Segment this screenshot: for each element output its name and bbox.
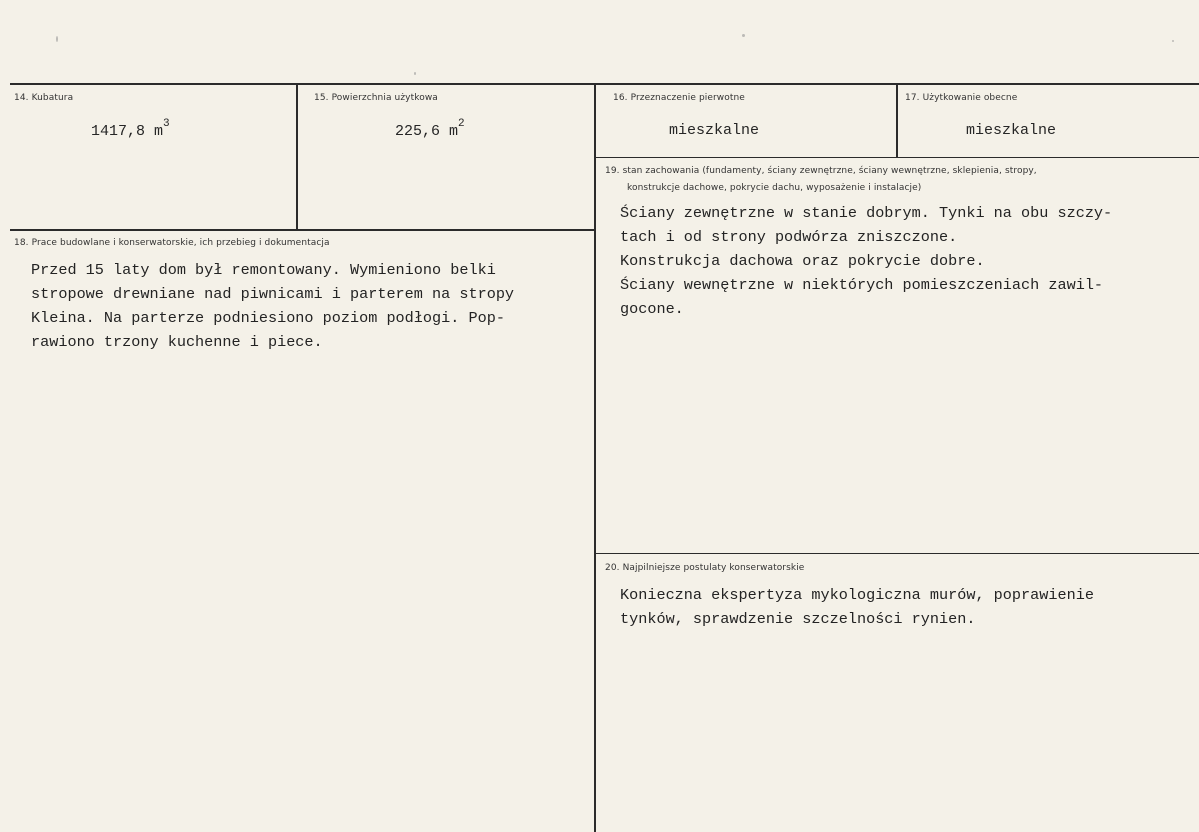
paper-speck bbox=[414, 72, 416, 75]
field-19-line: Konstrukcja dachowa oraz pokrycie dobre. bbox=[620, 252, 985, 270]
field-15-value bbox=[395, 118, 465, 140]
divider-14-15 bbox=[296, 84, 298, 230]
divider-left-right bbox=[594, 84, 596, 832]
field-18-line: rawiono trzony kuchenne i piece. bbox=[31, 333, 323, 351]
paper-speck bbox=[742, 34, 745, 37]
field-14-exponent: 3 bbox=[163, 118, 170, 130]
field-15-label: 15. Powierzchnia użytkowa bbox=[314, 93, 438, 103]
field-18-line: Kleina. Na parterze podniesiono poziom podłogi. Pop- bbox=[31, 309, 505, 327]
paper-speck bbox=[56, 36, 58, 42]
top-horizontal-rule bbox=[10, 83, 1199, 85]
rule-under-16-17 bbox=[595, 157, 1199, 158]
field-18-label: 18. Prace budowlane i konserwatorskie, ich przebieg i dokumentacja bbox=[14, 238, 330, 248]
field-19-line: Ściany wewnętrzne w niektórych pomieszczeniach zawil- bbox=[620, 276, 1104, 294]
field-15-exponent: 2 bbox=[458, 118, 465, 130]
field-14-number: 1417,8 m bbox=[91, 123, 164, 140]
field-18-line: stropowe drewniane nad piwnicami i parterem na stropy bbox=[31, 285, 515, 303]
rule-under-14-15 bbox=[10, 229, 595, 231]
field-15-number: 225,6 m bbox=[395, 123, 459, 140]
paper-speck bbox=[1172, 40, 1174, 42]
field-17-label: 17. Użytkowanie obecne bbox=[905, 93, 1018, 103]
field-16-label: 16. Przeznaczenie pierwotne bbox=[613, 93, 745, 103]
field-20-label: 20. Najpilniejsze postulaty konserwatorskie bbox=[605, 563, 805, 573]
field-19-line: Ściany zewnętrzne w stanie dobrym. Tynki na obu szczy- bbox=[620, 204, 1113, 222]
rule-above-20 bbox=[595, 553, 1199, 554]
field-19-line: gocone. bbox=[620, 300, 684, 318]
field-20-line: Konieczna ekspertyza mykologiczna murów, poprawienie bbox=[620, 586, 1094, 604]
field-17-value: mieszkalne bbox=[966, 122, 1057, 139]
divider-16-17 bbox=[896, 84, 898, 158]
field-16-value: mieszkalne bbox=[669, 122, 760, 139]
field-14-value bbox=[91, 118, 170, 140]
field-19-label-line1: 19. stan zachowania (fundamenty, ściany zewnętrzne, ściany wewnętrzne, sklepienia, stropy, bbox=[605, 166, 1037, 176]
field-19-label-line2: konstrukcje dachowe, pokrycie dachu, wyposażenie i instalacje) bbox=[627, 183, 922, 193]
field-19-line: tach i od strony podwórza zniszczone. bbox=[620, 228, 958, 246]
field-14-label: 14. Kubatura bbox=[14, 93, 74, 103]
field-20-line: tynków, sprawdzenie szczelności rynien. bbox=[620, 610, 976, 628]
field-18-line: Przed 15 laty dom był remontowany. Wymieniono belki bbox=[31, 261, 496, 279]
